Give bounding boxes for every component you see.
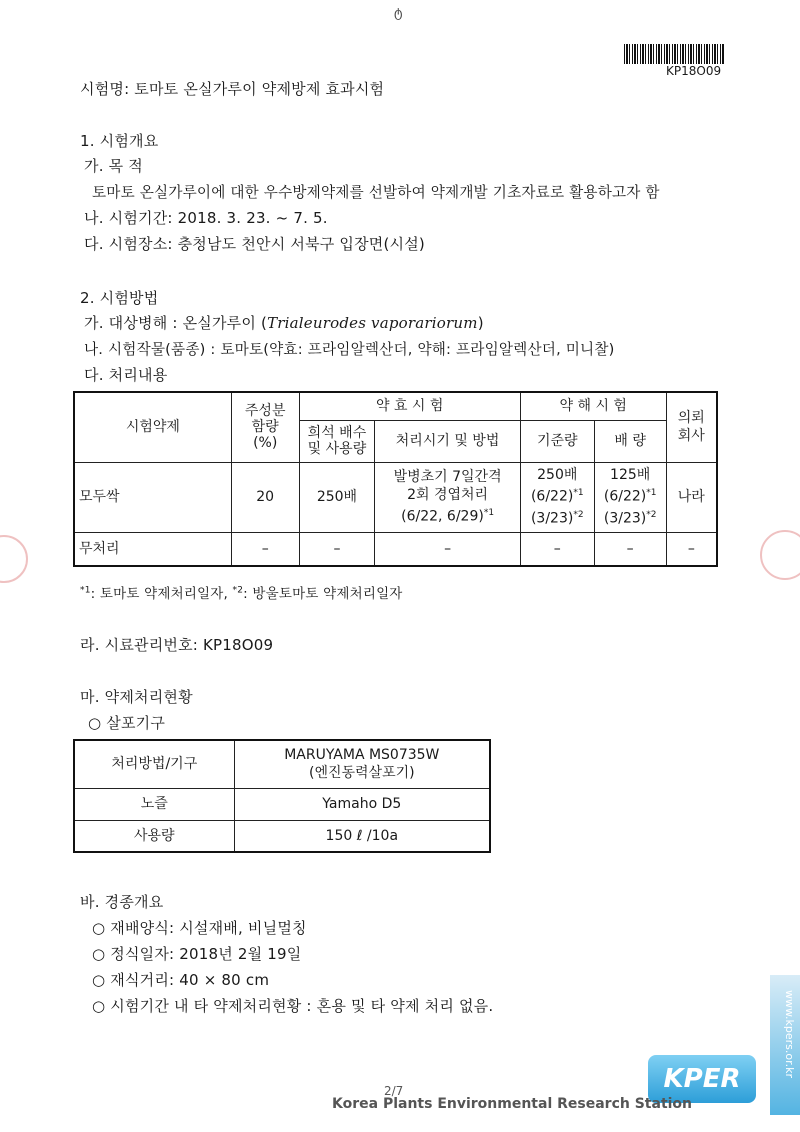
client-value: –: [666, 532, 717, 566]
sprayer-label: ○ 살포기구: [88, 714, 166, 732]
standard-value: –: [520, 532, 594, 566]
test-crop: 나. 시험작물(품종) : 토마토(약효: 프라임알렉산더, 약해: 프라임알렉산더, 미니찰): [84, 341, 615, 358]
method-value: MARUYAMA MS0735W (엔진동력살포기): [234, 740, 490, 788]
scientific-name: Trialeurodes vaporariorum: [267, 314, 478, 332]
other-treatments: ○ 시험기간 내 타 약제처리현황 : 혼용 및 타 약제 처리 없음.: [92, 997, 494, 1015]
table-row: [74, 740, 490, 788]
table-row: [74, 788, 490, 820]
cultivation-method: ○ 재배양식: 시설재배, 비닐멀칭: [92, 919, 307, 937]
table-row: [74, 820, 490, 852]
treatment-table: [73, 391, 718, 567]
nozzle-value: Yamaho D5: [234, 788, 490, 820]
purpose-text: 토마토 온실가루이에 대한 우수방제약제를 선발하여 약제개발 기초자료로 활용하고자 함: [92, 184, 660, 201]
header-double: 배 량: [594, 420, 666, 462]
pesticide-name: 모두싹: [74, 462, 231, 532]
binding-hole-mark: ტ: [394, 6, 403, 21]
test-location: 다. 시험장소: 충청남도 천안시 서북구 입장면(시설): [84, 235, 425, 253]
planting-date: ○ 정식일자: 2018년 2월 19일: [92, 945, 302, 963]
standard-value: 250배 $(6/22)^{*1}$ $(3/23)^{*2}$: [520, 462, 594, 532]
sprayer-table: [73, 739, 491, 853]
usage-label: 사용량: [74, 820, 234, 852]
page-title: 시험명: 토마토 온실가루이 약제방제 효과시험: [80, 80, 385, 98]
timing-value: –: [375, 532, 521, 566]
table-footnote: $^{*1}$: 토마토 약제처리일자, $^{*2}$: 방울토마토 약제처리일자: [80, 585, 403, 602]
table-row: [74, 532, 717, 566]
header-efficacy: 약 효 시 험: [299, 392, 520, 420]
test-period: 나. 시험기간: 2018. 3. 23. ~ 7. 5.: [84, 209, 328, 227]
method-label: 처리방법/기구: [74, 740, 234, 788]
section-2-heading: 2. 시험방법: [80, 289, 159, 307]
treatment-heading: 다. 처리내용: [84, 366, 168, 384]
side-url: www.kpers.or.kr: [783, 990, 796, 1078]
seal-stamp-left: [0, 535, 28, 583]
header-client: 의뢰 회사: [666, 392, 717, 462]
header-pesticide: 시험약제: [74, 392, 231, 462]
page-number: 2/7: [384, 1084, 404, 1098]
header-timing: 처리시기 및 방법: [375, 420, 521, 462]
treatment-status-heading: 마. 약제처리현황: [80, 688, 193, 706]
nozzle-label: 노즐: [74, 788, 234, 820]
dilution-value: 250배: [299, 462, 375, 532]
header-standard: 기준량: [520, 420, 594, 462]
kper-logo: KPER: [648, 1055, 756, 1103]
organization-name: Korea Plants Environmental Research Station: [332, 1096, 693, 1112]
table-row: [74, 462, 717, 532]
header-content: 주성분 함량 (%): [231, 392, 299, 462]
seal-stamp-right: [760, 530, 800, 580]
timing-value: 발병초기 7일간격 2회 경엽처리 (6/22, 6/29)$^{*1}$: [375, 462, 521, 532]
planting-distance: ○ 재식거리: 40 × 80 cm: [92, 971, 270, 989]
usage-value: 150 ℓ /10a: [234, 820, 490, 852]
purpose-label: 가. 목 적: [84, 157, 143, 175]
header-dilution: 희석 배수 및 사용량: [299, 420, 375, 462]
pesticide-name: 무처리: [74, 532, 231, 566]
sample-number: 라. 시료관리번호: KP18O09: [80, 636, 274, 654]
doc-code: KP18O09: [666, 64, 722, 78]
target-pest: 가. 대상병해 : 온실가루이 (Trialeurodes vaporariorum): [84, 314, 484, 332]
barcode: [624, 44, 724, 64]
double-value: 125배 $(6/22)^{*1}$ $(3/23)^{*2}$: [594, 462, 666, 532]
section-1-heading: 1. 시험개요: [80, 132, 159, 150]
header-phytotoxicity: 약 해 시 험: [520, 392, 666, 420]
client-value: 나라: [666, 462, 717, 532]
double-value: –: [594, 532, 666, 566]
dilution-value: –: [299, 532, 375, 566]
cultivation-heading: 바. 경종개요: [80, 893, 164, 911]
content-value: 20: [231, 462, 299, 532]
content-value: –: [231, 532, 299, 566]
